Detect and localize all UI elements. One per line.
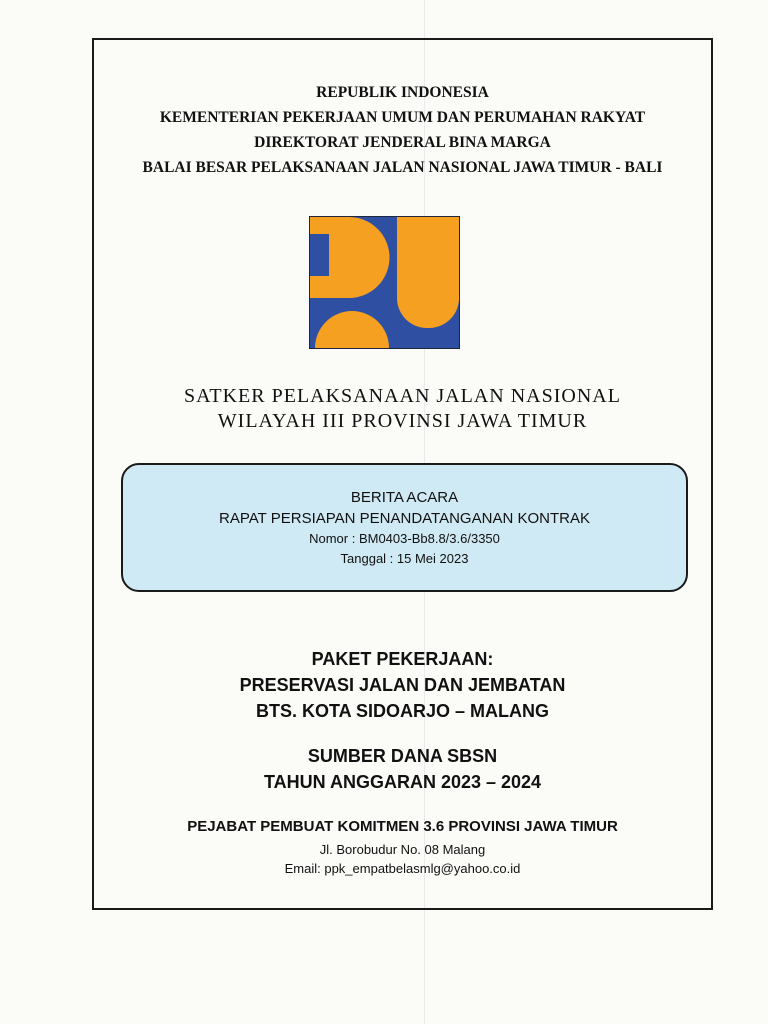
pejabat-email: Email: ppk_empatbelasmlg@yahoo.co.id — [284, 861, 521, 876]
paket-pekerjaan — [92, 646, 713, 724]
satker-line-2: WILAYAH III PROVINSI JAWA TIMUR — [217, 410, 588, 432]
header-line-kementerian: KEMENTERIAN PEKERJAAN UMUM DAN PERUMAHAN RAKYAT — [159, 109, 646, 126]
sumber-dana — [92, 743, 713, 795]
berita-acara-box — [121, 463, 688, 592]
satker-title — [92, 384, 713, 434]
berita-acara-tanggal: Tanggal : 15 Mei 2023 — [340, 551, 469, 566]
tahun-anggaran: TAHUN ANGGARAN 2023 – 2024 — [263, 772, 542, 792]
satker-line-1: SATKER PELAKSANAAN JALAN NASIONAL — [184, 385, 621, 407]
header-line-republik: REPUBLIK INDONESIA — [316, 84, 489, 101]
berita-acara-nomor: Nomor : BM0403-Bb8.8/3.6/3350 — [309, 531, 500, 546]
paket-label: PAKET PEKERJAAN: — [311, 649, 494, 669]
pu-logo-icon — [309, 216, 460, 349]
paket-line-1: PRESERVASI JALAN DAN JEMBATAN — [239, 675, 566, 695]
berita-acara-title: BERITA ACARA — [350, 489, 459, 506]
document-header — [92, 80, 713, 180]
pejabat-title: PEJABAT PEMBUAT KOMITMEN 3.6 PROVINSI JAWA TIMUR — [187, 818, 618, 835]
paket-line-2: BTS. KOTA SIDOARJO – MALANG — [255, 701, 549, 721]
pejabat-address: Jl. Borobudur No. 08 Malang — [319, 842, 486, 857]
berita-acara-subtitle: RAPAT PERSIAPAN PENANDATANGANAN KONTRAK — [219, 510, 590, 527]
sumber-dana-label: SUMBER DANA SBSN — [307, 746, 498, 766]
pejabat-contact — [92, 840, 713, 878]
header-line-direktorat: DIREKTORAT JENDERAL BINA MARGA — [254, 134, 551, 151]
header-line-balai: BALAI BESAR PELAKSANAAN JALAN NASIONAL JAWA TIMUR - BALI — [142, 159, 663, 176]
